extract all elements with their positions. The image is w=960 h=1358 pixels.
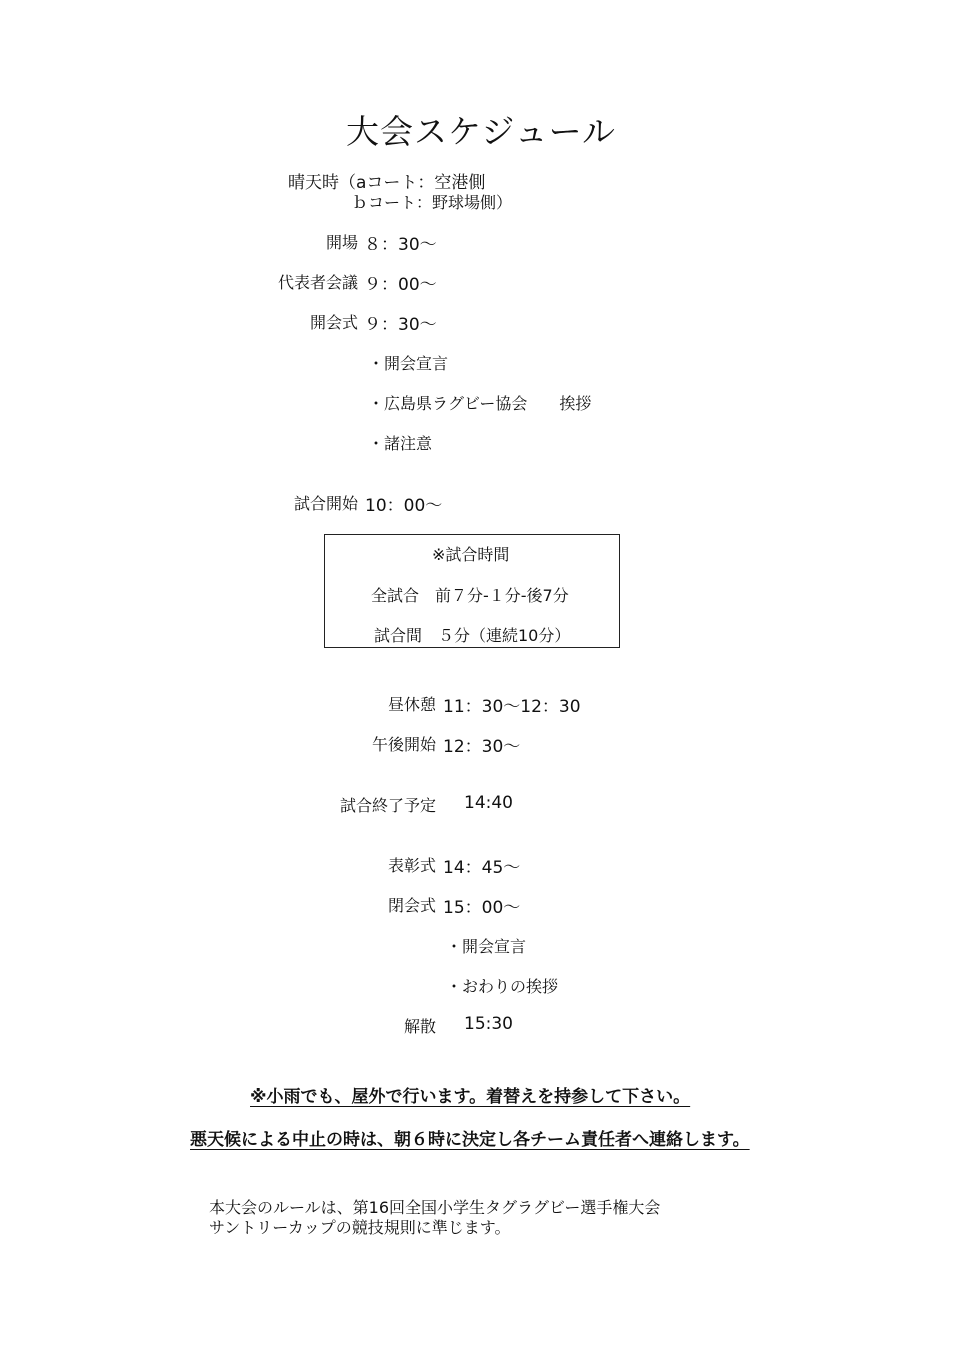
schedule-label-match-start: 試合開始: [293, 494, 358, 513]
schedule-time-closing-ceremony: 15：00～: [443, 898, 521, 918]
schedule-time-dismissal: 15:30: [464, 1014, 513, 1034]
schedule-label-opening-ceremony: 開会式: [309, 313, 358, 332]
schedule-time-representatives-meeting: ９：00～: [364, 275, 437, 295]
match-time-heading: ※試合時間: [432, 545, 510, 564]
weather-court-a: 晴天時（aコート：空港側: [288, 173, 486, 193]
match-time-all-matches: 全試合 前７分‐１分‐後7分: [371, 586, 569, 605]
match-time-interval: 試合間 ５分（連続10分）: [374, 626, 571, 645]
page-title: 大会スケジュール: [346, 112, 617, 151]
schedule-time-match-start: 10：00～: [365, 496, 443, 516]
schedule-label-match-end: 試合終了予定: [339, 796, 436, 815]
schedule-time-opening-ceremony: ９：30～: [364, 315, 437, 335]
notice-cancellation: 悪天候による中止の時は、朝６時に決定し各チーム責任者へ連絡します。: [190, 1130, 750, 1150]
schedule-time-award-ceremony: 14：45～: [443, 858, 521, 878]
rules-line-1: 本大会のルールは、第16回全国小学生タグラグビー選手権大会: [209, 1198, 661, 1217]
closing-item: ・おわりの挨拶: [446, 977, 559, 996]
schedule-time-afternoon-start: 12：30～: [443, 737, 521, 757]
schedule-label-representatives-meeting: 代表者会議: [277, 273, 358, 292]
schedule-time-lunch-break: 11：30～12：30: [443, 697, 581, 717]
schedule-label-award-ceremony: 表彰式: [387, 856, 436, 875]
opening-item: ・広島県ラグビー協会 挨拶: [368, 394, 592, 413]
schedule-time-opening-gates: ８：30～: [364, 235, 437, 255]
weather-court-b: ｂコート：野球場側）: [352, 193, 513, 212]
schedule-label-lunch-break: 昼休憩: [387, 695, 436, 714]
schedule-label-afternoon-start: 午後開始: [371, 735, 436, 754]
schedule-label-dismissal: 解散: [403, 1017, 436, 1036]
closing-item: ・開会宣言: [446, 937, 527, 956]
schedule-label-opening-gates: 開場: [325, 233, 358, 252]
schedule-time-match-end: 14:40: [464, 793, 513, 813]
notice-light-rain: ※小雨でも、屋外で行います。着替えを持参して下さい。: [250, 1087, 691, 1107]
rules-line-2: サントリーカップの競技規則に準じます。: [209, 1218, 511, 1237]
schedule-label-closing-ceremony: 閉会式: [387, 896, 436, 915]
opening-item: ・諸注意: [368, 434, 433, 453]
opening-item: ・開会宣言: [368, 354, 449, 373]
